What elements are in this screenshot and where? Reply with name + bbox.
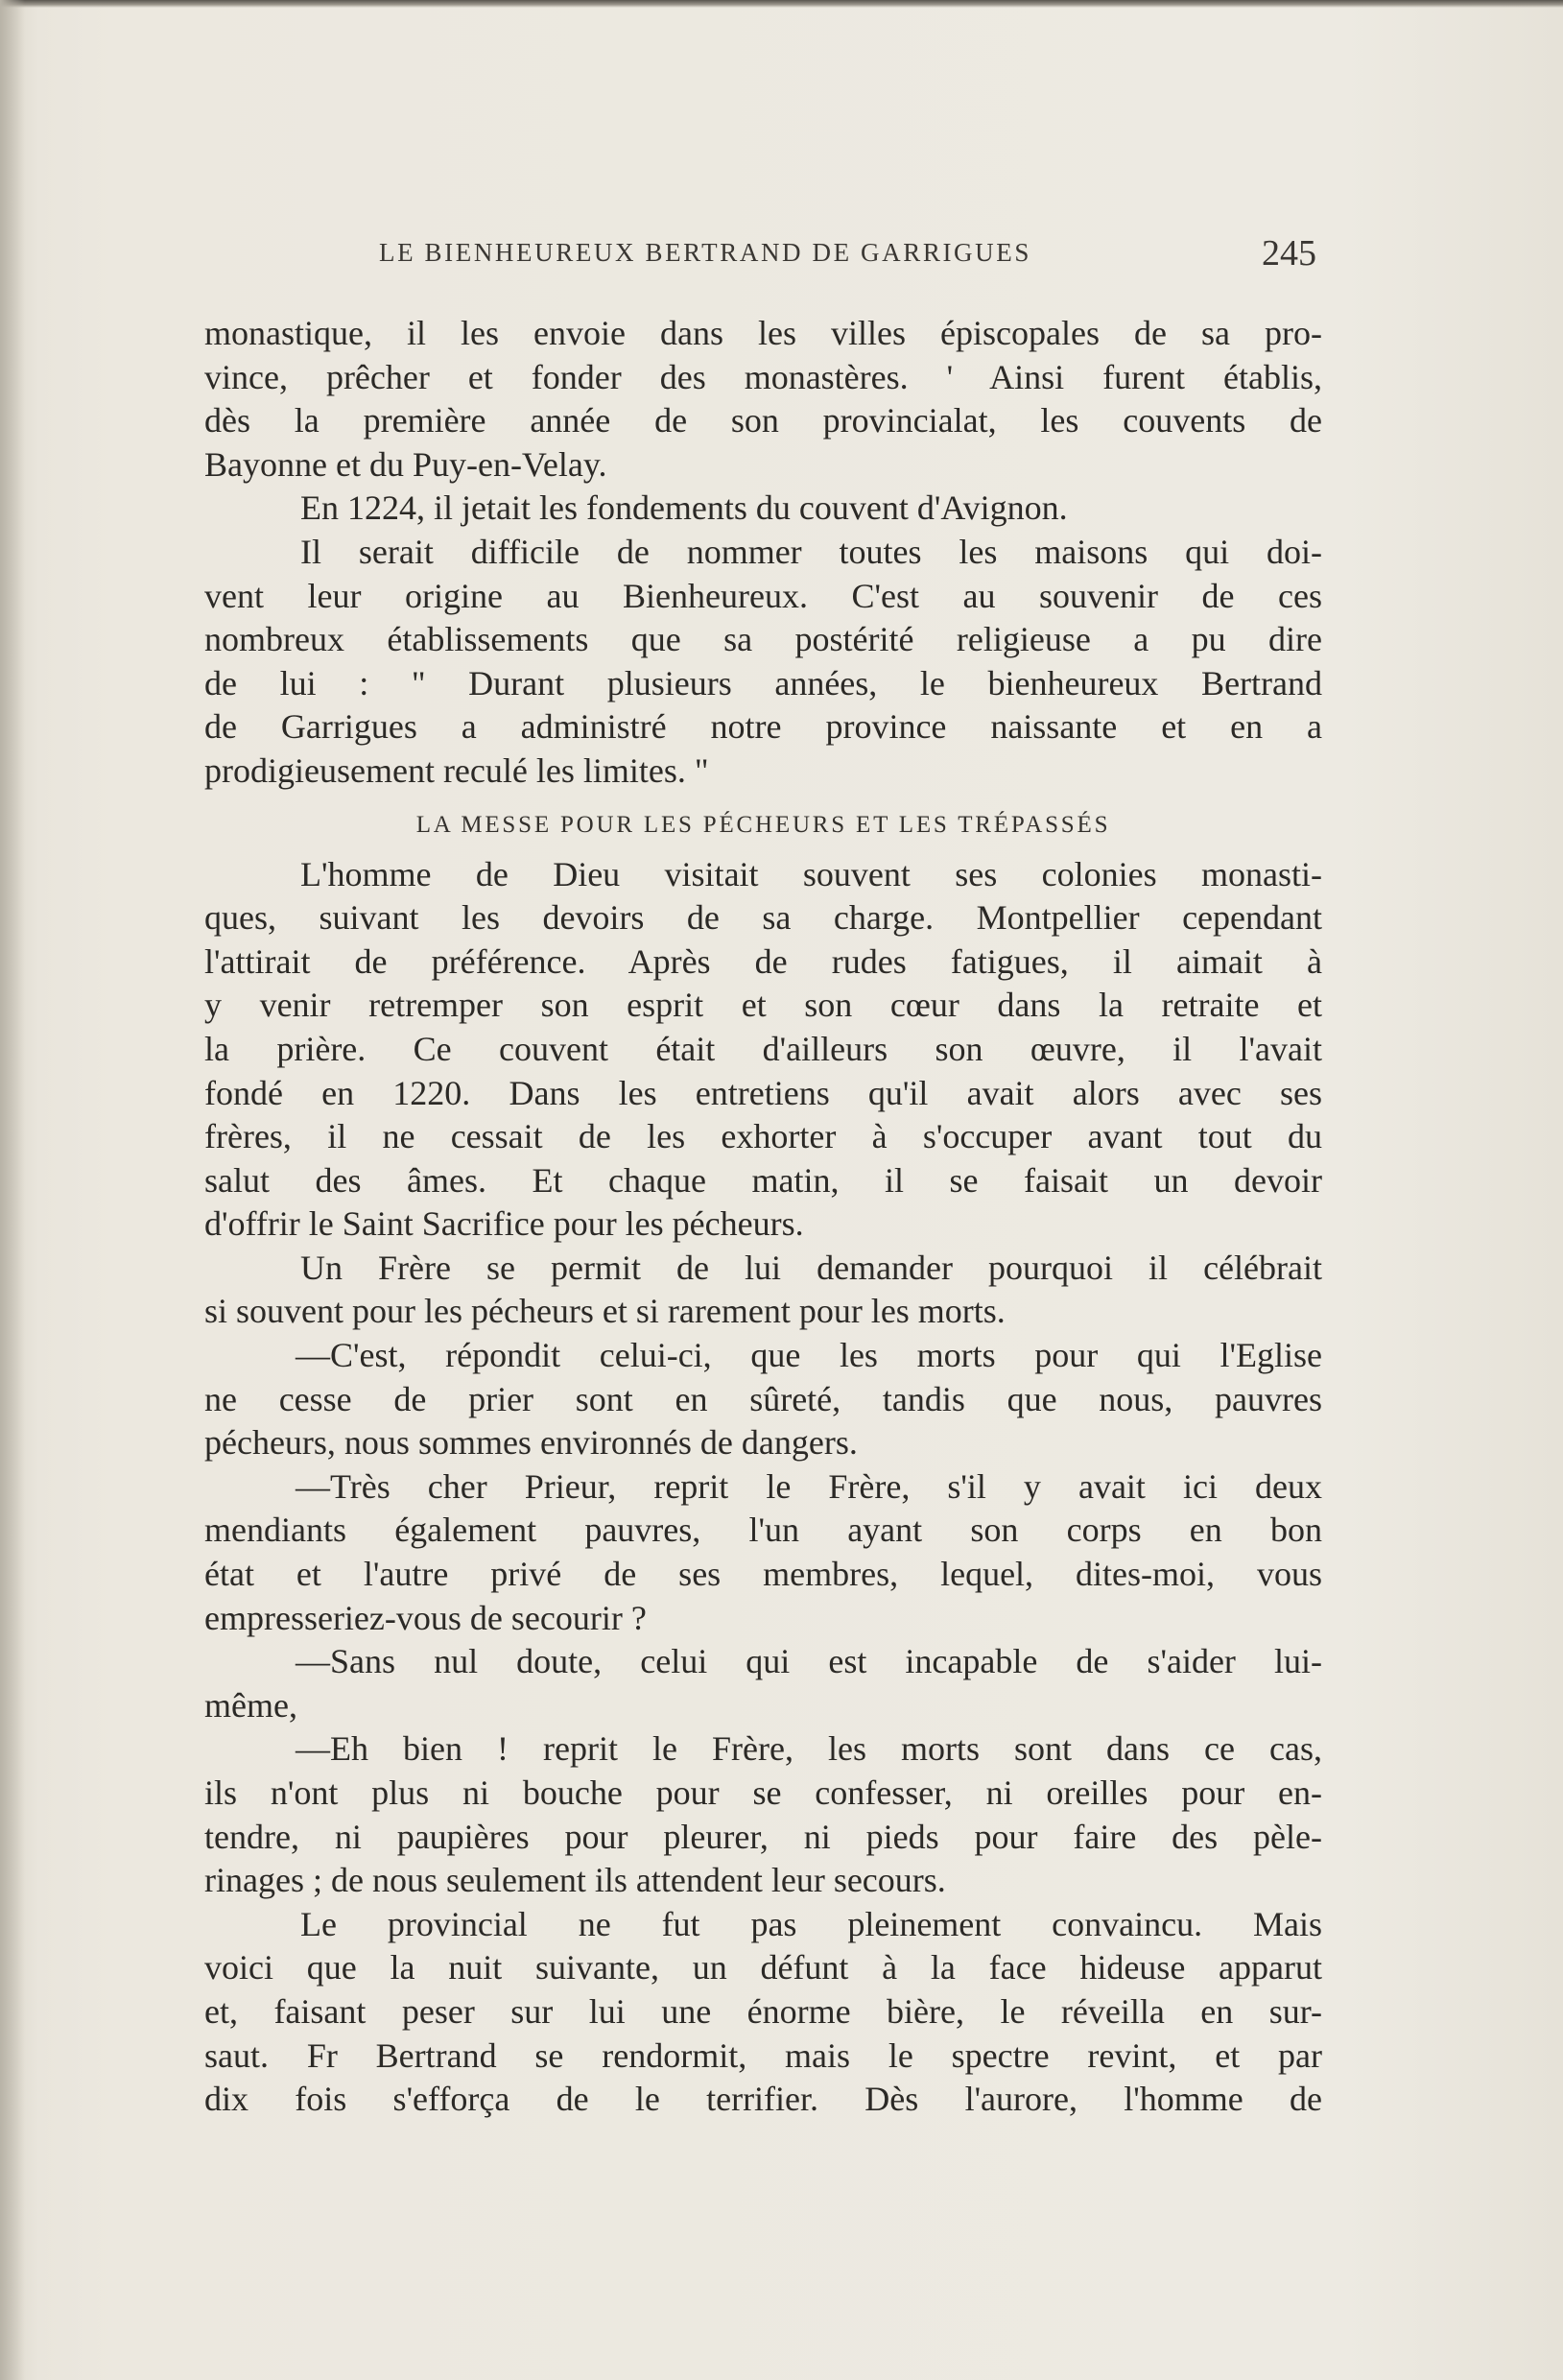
text-line: vince, prêcher et fonder des monastères. ' Ainsi furent établis, <box>204 357 1322 396</box>
text-line: y venir retremper son esprit et son cœur dans la retraite et <box>204 986 1322 1025</box>
text-line: L'homme de Dieu visitait souvent ses colonies monasti- <box>300 854 1322 893</box>
text-line: dix fois s'efforça de le terrifier. Dès l'aurore, l'homme de <box>204 2080 1322 2119</box>
text-line: Bayonne et du Puy-en-Velay. <box>204 444 607 484</box>
text-line: tendre, ni paupières pour pleurer, ni pieds pour faire des pèle- <box>204 1817 1322 1856</box>
text-line: si souvent pour les pécheurs et si rarement pour les morts. <box>204 1292 1006 1331</box>
running-head-title: LE BIENHEUREUX BERTRAND DE GARRIGUES <box>379 238 1031 267</box>
text-line: Le provincial ne fut pas pleinement convaincu. Mais <box>300 1904 1322 1943</box>
page-number: 245 <box>1262 233 1316 274</box>
text-line: monastique, il les envoie dans les villes épiscopales de sa pro- <box>204 314 1322 352</box>
text-line: Un Frère se permit de lui demander pourquoi il célébrait <box>300 1248 1322 1287</box>
text-line: mendiants également pauvres, l'un ayant son corps en bon <box>204 1511 1322 1550</box>
running-head <box>379 233 1338 286</box>
text-line: —Eh bien ! reprit le Frère, les morts sont dans ce cas, <box>296 1729 1322 1769</box>
text-line: l'attirait de préférence. Après de rudes fatigues, il aimait à <box>204 941 1322 981</box>
text-line: frères, il ne cessait de les exhorter à s'occuper avant tout du <box>204 1117 1322 1156</box>
text-line: saut. Fr Bertrand se rendormit, mais le spectre revint, et par <box>204 2035 1322 2075</box>
text-line: la prière. Ce couvent était d'ailleurs son œuvre, il l'avait <box>204 1029 1322 1068</box>
text-line: pécheurs, nous sommes environnés de dangers. <box>204 1423 858 1463</box>
text-line: même, <box>204 1685 297 1725</box>
page-gutter-shadow <box>0 0 25 2380</box>
text-line: —Sans nul doute, celui qui est incapable de s'aider lui- <box>296 1642 1322 1681</box>
text-line: de lui : " Durant plusieurs années, le bienheureux Bertrand <box>204 663 1322 702</box>
text-line: de Garrigues a administré notre province naissante et en a <box>204 707 1322 747</box>
page-top-edge <box>0 0 1563 8</box>
text-line: salut des âmes. Et chaque matin, il se faisait un devoir <box>204 1160 1322 1200</box>
text-line: ques, suivant les devoirs de sa charge. Montpellier cependant <box>204 898 1322 938</box>
text-line: En 1224, il jetait les fondements du couvent d'Avignon. <box>300 488 1068 528</box>
text-line: empresseriez-vous de secourir ? <box>204 1598 647 1637</box>
text-line: ne cesse de prier sont en sûreté, tandis que nous, pauvres <box>204 1379 1322 1418</box>
text-line: rinages ; de nous seulement ils attendent leur secours. <box>204 1861 946 1900</box>
text-line: fondé en 1220. Dans les entretiens qu'il avait alors avec ses <box>204 1073 1322 1112</box>
body-text <box>204 312 1322 2122</box>
text-line: voici que la nuit suivante, un défunt à la face hideuse apparut <box>204 1948 1322 1987</box>
text-line: Il serait difficile de nommer toutes les maisons qui doi- <box>300 532 1322 571</box>
text-line: d'offrir le Saint Sacrifice pour les pécheurs. <box>204 1204 804 1244</box>
text-line: —C'est, répondit celui-ci, que les morts pour qui l'Eglise <box>296 1336 1322 1375</box>
text-line: nombreux établissements que sa postérité religieuse a pu dire <box>204 620 1322 659</box>
text-line: et, faisant peser sur lui une énorme bière, le réveilla en sur- <box>204 1991 1322 2031</box>
text-line: état et l'autre privé de ses membres, lequel, dites-moi, vous <box>204 1555 1322 1594</box>
text-line: dès la première année de son provincialat, les couvents de <box>204 401 1322 440</box>
text-line: ils n'ont plus ni bouche pour se confesser, ni oreilles pour en- <box>204 1773 1322 1812</box>
text-line: vent leur origine au Bienheureux. C'est au souvenir de ces <box>204 576 1322 615</box>
text-line: prodigieusement reculé les limites. " <box>204 750 709 790</box>
text-line: —Très cher Prieur, reprit le Frère, s'il y avait ici deux <box>296 1466 1322 1506</box>
section-heading: LA MESSE POUR LES PÉCHEURS ET LES TRÉPASSÉS <box>415 811 1111 838</box>
